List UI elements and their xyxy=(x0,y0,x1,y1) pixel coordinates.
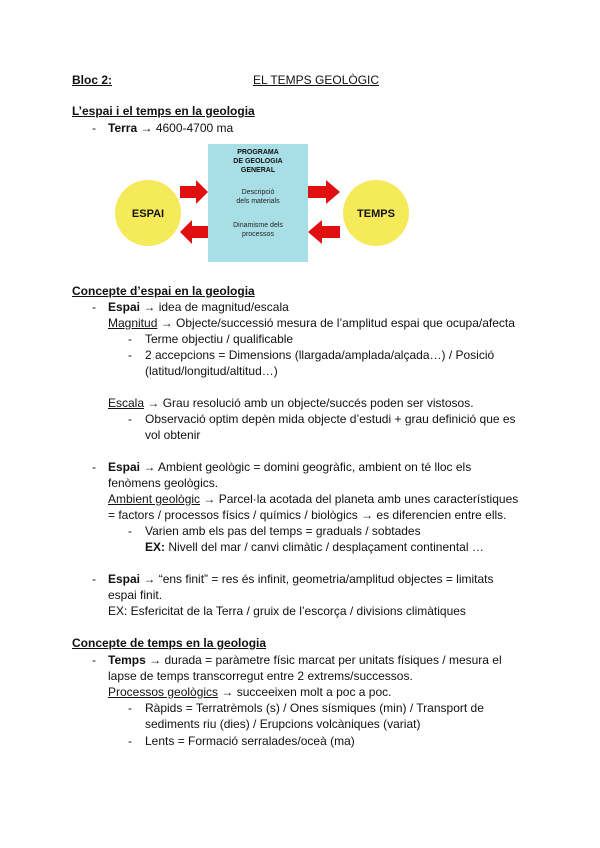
bullet-dash: - xyxy=(128,348,132,362)
temps-text-1: → durada = paràmetre físic marcat per unitats físiques / mesura el xyxy=(149,653,502,667)
ambient-text: → Parcel·la acotada del planeta amb unes característiques xyxy=(203,492,519,506)
geology-program-diagram xyxy=(112,140,420,268)
rapids-line-2: sediments riu (dies) / Erupcions volcàniques (variat) xyxy=(145,717,421,731)
section-title-espai-temps: L’espai i el temps en la geologia xyxy=(72,104,255,118)
terra-value: → 4600-4700 ma xyxy=(140,121,234,135)
varien-item: Varien amb els pas del temps = graduals / sobtades xyxy=(145,524,421,538)
list-item-temps xyxy=(108,653,502,667)
bullet-dash: - xyxy=(92,460,96,474)
bullet-dash: - xyxy=(92,653,96,667)
box-item-2-line-1: Dinamisme dels xyxy=(233,222,283,229)
temps-label: Temps xyxy=(108,653,146,667)
espai-circle-label: ESPAI xyxy=(131,208,165,220)
ambient-label: Ambient geològic xyxy=(108,492,201,506)
box-title-2: DE GEOLOGIA xyxy=(233,158,283,165)
box-item-1-line-2: dels materials xyxy=(236,198,280,205)
processos-line xyxy=(108,685,392,699)
temps-text-2: lapse de temps transcorregut entre 2 extrems/successos. xyxy=(108,669,413,683)
espai-2-text-2: fenòmens geològics. xyxy=(108,476,219,490)
magnitud-line xyxy=(108,316,515,330)
example-1-text: Nivell del mar / canvi climàtic / desplaçament continental … xyxy=(168,540,484,554)
list-item-espai-3 xyxy=(108,572,494,586)
processos-text: → succeeixen molt a poc a poc. xyxy=(221,685,392,699)
list-item-terra xyxy=(108,121,233,135)
ambient-line xyxy=(108,492,518,506)
espai-3-text-2: espai finit. xyxy=(108,588,163,602)
example-1-label: EX: xyxy=(145,540,166,554)
magnitud-text: → Objecte/successió mesura de l’amplitud espai que ocupa/afecta xyxy=(160,316,515,330)
bullet-dash: - xyxy=(92,121,96,135)
bullet-dash: - xyxy=(128,524,132,538)
observacio-line-2: vol obtenir xyxy=(145,428,201,442)
espai-2-label: Espai xyxy=(108,460,141,474)
temps-circle-label: TEMPS xyxy=(357,208,395,220)
espai-3-text-1: → “ens finit” = res és infinit, geometria/amplitud objectes = limitats xyxy=(143,572,494,586)
page-title: EL TEMPS GEOLÒGIC xyxy=(253,73,380,87)
example-2: EX: Esfericitat de la Terra / gruix de l’escorça / divisions climàtiques xyxy=(108,604,466,618)
box-item-1-line-1: Descripció xyxy=(241,189,275,196)
box-title-3: GENERAL xyxy=(240,167,276,174)
escala-line xyxy=(108,396,474,410)
bullet-dash: - xyxy=(92,300,96,314)
accepcions-line-2: (latitud/longitud/altitud…) xyxy=(145,364,278,378)
box-item-2-line-2: processos xyxy=(242,231,274,238)
list-item-espai-1 xyxy=(108,300,289,314)
observacio-line-1: Observació optim depèn mida objecte d’estudi + grau definició que es xyxy=(145,412,516,426)
espai-3-label: Espai xyxy=(108,572,141,586)
bullet-dash: - xyxy=(128,332,132,346)
escala-label: Escala xyxy=(108,396,145,410)
section-title-espai: Concepte d’espai en la geologia xyxy=(72,284,255,298)
section-title-temps: Concepte de temps en la geologia xyxy=(72,636,267,650)
magnitud-label: Magnitud xyxy=(108,316,158,330)
processos-label: Processos geològics xyxy=(108,685,219,699)
example-1 xyxy=(145,540,484,554)
bullet-dash: - xyxy=(92,572,96,586)
rapids-line-1: Ràpids = Terratrèmols (s) / Ones sísmiques (min) / Transport de xyxy=(145,701,484,715)
factors-line: = factors / processos físics / químics / biològics → es diferencien entre ells. xyxy=(108,508,507,522)
bullet-dash: - xyxy=(128,701,132,715)
box-title-1: PROGRAMA xyxy=(237,149,279,156)
espai-1-label: Espai xyxy=(108,300,141,314)
bullet-dash: - xyxy=(128,412,132,426)
lents-item: Lents = Formació serralades/oceà (ma) xyxy=(145,734,355,748)
espai-2-text-1: → Ambient geològic = domini geogràfic, ambient on té lloc els xyxy=(143,460,472,474)
accepcions-line-1: 2 accepcions = Dimensions (llargada/amplada/alçada…) / Posició xyxy=(145,348,495,362)
terme-item: Terme objectiu / qualificable xyxy=(145,332,294,346)
escala-text: → Grau resolució amb un objecte/succés poden ser vistosos. xyxy=(147,396,474,410)
bloc-label: Bloc 2: xyxy=(72,73,113,87)
terra-label: Terra xyxy=(108,121,138,135)
list-item-espai-2 xyxy=(108,460,471,474)
bullet-dash: - xyxy=(128,734,132,748)
espai-1-text: → idea de magnitud/escala xyxy=(143,300,289,314)
